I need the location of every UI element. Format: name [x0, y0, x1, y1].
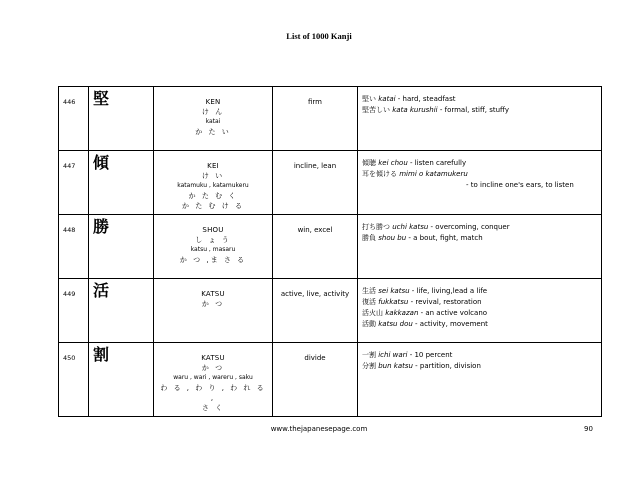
example-japanese: 勝負	[362, 234, 376, 242]
reading-line: katai	[205, 118, 221, 125]
example-japanese: 活火山	[362, 309, 383, 317]
example-line	[362, 222, 597, 233]
example-line	[362, 319, 597, 330]
example-meaning: - 10 percent	[407, 351, 453, 359]
example-romaji: ichi wari	[378, 351, 408, 359]
kanji-row	[59, 279, 602, 343]
examples-cell	[358, 215, 602, 279]
reading-line: か つ	[201, 364, 225, 372]
reading-line: か つ ,ま さ る	[179, 256, 247, 264]
example-meaning: - listen carefully	[407, 159, 467, 167]
example-line	[362, 297, 597, 308]
entry-number: 448	[59, 215, 89, 279]
reading-line: さ く	[201, 404, 225, 412]
reading-line: katsu , masaru	[190, 246, 236, 253]
meaning-cell: divide	[273, 343, 358, 417]
example-continuation: - to incline one's ears, to listen	[466, 181, 574, 189]
entry-number: 449	[59, 279, 89, 343]
reading-line: し ょ う	[195, 236, 231, 244]
reading-line: け ん	[201, 108, 225, 116]
example-meaning: - life, living,lead a life	[409, 287, 488, 295]
example-japanese: 分割	[362, 362, 376, 370]
example-japanese: 打ち勝つ	[362, 223, 390, 231]
example-romaji: katsu dou	[378, 320, 413, 328]
example-romaji: kei chou	[378, 159, 408, 167]
reading-line: わ る , わ り , わ れ る ,	[160, 384, 266, 402]
example-romaji: katai	[378, 95, 396, 103]
meaning-cell: incline, lean	[273, 151, 358, 215]
example-meaning: - a bout, fight, match	[406, 234, 483, 242]
example-japanese: 堅い	[362, 95, 376, 103]
example-romaji: kakkazan	[385, 309, 419, 317]
kanji-character: 割	[89, 343, 154, 417]
readings-cell	[154, 215, 273, 279]
reading-line: KEI	[207, 162, 219, 170]
readings-cell	[154, 279, 273, 343]
example-meaning: - revival, restoration	[408, 298, 482, 306]
example-line	[362, 361, 597, 372]
kanji-character: 勝	[89, 215, 154, 279]
meaning-cell: firm	[273, 87, 358, 151]
meaning-cell: active, live, activity	[273, 279, 358, 343]
kanji-row	[59, 87, 602, 151]
page-number: 90	[584, 425, 593, 433]
example-meaning: - formal, stiff, stuffy	[437, 106, 510, 114]
example-meaning: - overcoming, conquer	[428, 223, 510, 231]
page-title: List of 1000 Kanji	[286, 31, 352, 41]
example-meaning: - an active volcano	[418, 309, 488, 317]
example-romaji: sei katsu	[378, 287, 410, 295]
kanji-row	[59, 215, 602, 279]
example-japanese: 活動	[362, 320, 376, 328]
example-romaji: mimi o katamukeru	[399, 170, 468, 178]
reading-line: か た む け る	[182, 202, 244, 210]
kanji-row	[59, 151, 602, 215]
example-romaji: fukkatsu	[378, 298, 409, 306]
example-japanese: 傾聴	[362, 159, 376, 167]
entry-number: 447	[59, 151, 89, 215]
reading-line: か つ	[201, 300, 225, 308]
example-line	[362, 308, 597, 319]
examples-cell	[358, 87, 602, 151]
entry-number: 446	[59, 87, 89, 151]
examples-cell	[358, 279, 602, 343]
reading-line: waru , wari , wareru , saku	[173, 374, 253, 381]
example-romaji: kata kurushii	[392, 106, 438, 114]
kanji-row	[59, 343, 602, 417]
example-japanese: 生活	[362, 287, 376, 295]
example-line	[362, 94, 597, 105]
reading-line: か た む く	[188, 192, 238, 200]
readings-cell	[154, 343, 273, 417]
example-romaji: shou bu	[378, 234, 407, 242]
readings-cell	[154, 151, 273, 215]
example-line	[362, 286, 597, 297]
examples-cell	[358, 343, 602, 417]
example-line	[362, 350, 597, 361]
reading-line: KEN	[205, 98, 221, 106]
example-meaning: - partition, division	[412, 362, 481, 370]
entry-number: 450	[59, 343, 89, 417]
readings-cell	[154, 87, 273, 151]
example-meaning: - hard, steadfast	[395, 95, 456, 103]
kanji-table	[58, 86, 602, 417]
example-line	[362, 169, 597, 180]
example-japanese: 堅苦しい	[362, 106, 390, 114]
kanji-character: 堅	[89, 87, 154, 151]
example-line	[362, 105, 597, 116]
footer-url[interactable]: www.thejapanesepage.com	[270, 425, 368, 433]
kanji-character: 傾	[89, 151, 154, 215]
example-japanese: 耳を傾ける	[362, 170, 397, 178]
reading-line: KATSU	[201, 290, 225, 298]
reading-line: け い	[201, 172, 225, 180]
example-japanese: 復活	[362, 298, 376, 306]
example-romaji: uchi katsu	[392, 223, 429, 231]
kanji-character: 活	[89, 279, 154, 343]
example-japanese: 一割	[362, 351, 376, 359]
example-line	[362, 158, 597, 169]
reading-line: か た い	[195, 128, 231, 136]
meaning-cell: win, excel	[273, 215, 358, 279]
reading-line: katamuku , katamukeru	[177, 182, 249, 189]
reading-line: SHOU	[202, 226, 224, 234]
examples-cell	[358, 151, 602, 215]
reading-line: KATSU	[201, 354, 225, 362]
example-meaning: - activity, movement	[412, 320, 488, 328]
example-romaji: bun katsu	[378, 362, 413, 370]
example-line	[362, 233, 597, 244]
